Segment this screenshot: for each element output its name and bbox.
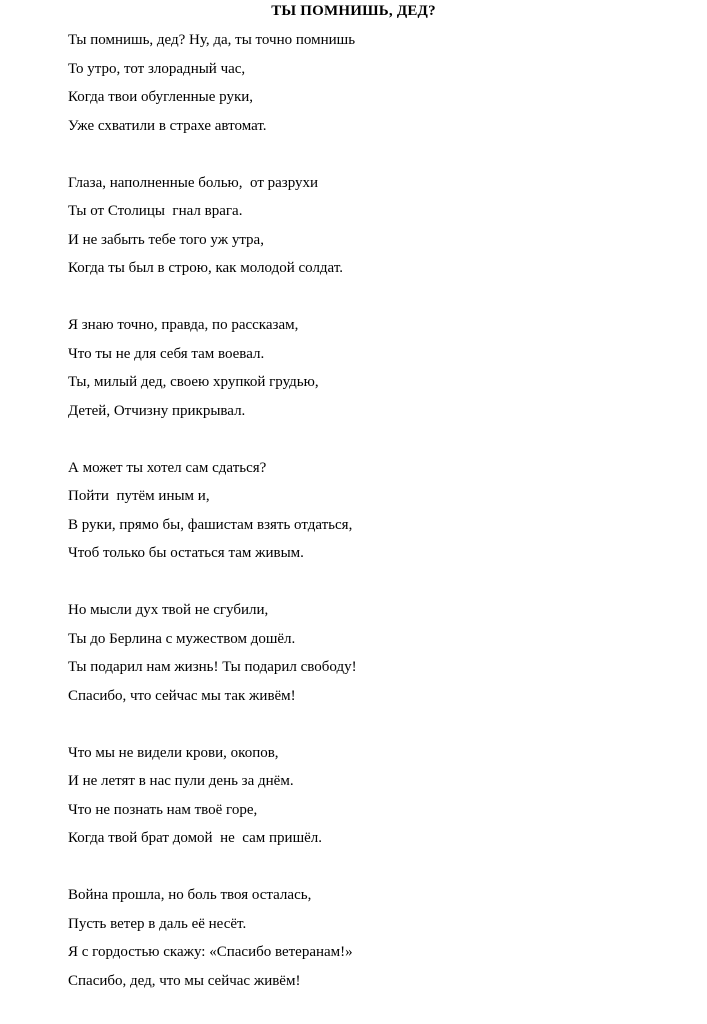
poem-line: И не забыть тебе того уж утра,	[68, 231, 264, 248]
poem-body	[68, 26, 688, 1024]
poem-line: В руки, прямо бы, фашистам взять отдаться,	[68, 516, 353, 533]
poem-line: Ты, милый дед, своею хрупкой грудью,	[68, 374, 319, 390]
poem-line: Я с гордостью скажу: «Спасибо ветеранам!»	[68, 944, 353, 960]
poem-line: Что ты не для себя там воевал.	[68, 345, 265, 362]
poem-line: Когда ты был в строю, как молодой солдат.	[68, 260, 344, 276]
poem-line: Детей, Отчизну прикрывал.	[68, 402, 246, 419]
poem-line: Война прошла, но боль твоя осталась,	[68, 887, 312, 903]
poem-line: Но мысли дух твой не сгубили,	[68, 602, 269, 618]
poem-line: То утро, тот злорадный час,	[68, 60, 246, 77]
poem-line: Ты подарил нам жизнь! Ты подарил свободу!	[68, 659, 357, 675]
poem-line: Пойти путём иным и,	[68, 488, 210, 504]
poem-line: Глаза, наполненные болью, от разрухи	[68, 174, 319, 191]
stanza-4	[68, 454, 688, 568]
poem-line: Когда твои обугленные руки,	[68, 89, 254, 105]
poem-line: А может ты хотел сам сдаться?	[68, 459, 267, 476]
poem-line: Когда твой брат домой не сам пришёл.	[68, 830, 323, 846]
poem-line: Ты помнишь, дед? Ну, да, ты точно помнишь	[68, 32, 356, 48]
poem-line: Я знаю точно, правда, по рассказам,	[68, 317, 299, 333]
stanza-5	[68, 596, 688, 710]
poem-line: Ты от Столицы гнал врага.	[68, 203, 243, 219]
stanza-1	[68, 26, 688, 140]
poem-line: Спасибо, дед, что мы сейчас живём!	[68, 972, 301, 989]
stanza-7	[68, 881, 688, 995]
stanza-3	[68, 311, 688, 425]
poem-line: Что мы не видели крови, окопов,	[68, 744, 279, 761]
poem-line: Чтоб только бы остаться там живым.	[68, 545, 304, 561]
poem-line: И не летят в нас пули день за днём.	[68, 773, 294, 789]
poem-line: Пусть ветер в даль её несёт.	[68, 915, 247, 932]
poem-line: Уже схватили в страхе автомат.	[68, 117, 267, 134]
stanza-2	[68, 169, 688, 283]
poem-line: Ты до Берлина с мужеством дошёл.	[68, 630, 296, 647]
stanza-6	[68, 739, 688, 853]
poem-line: Что не познать нам твоё горе,	[68, 801, 258, 818]
poem-line: Спасибо, что сейчас мы так живём!	[68, 687, 296, 704]
poem-title: ТЫ ПОМНИШЬ, ДЕД?	[271, 3, 436, 19]
